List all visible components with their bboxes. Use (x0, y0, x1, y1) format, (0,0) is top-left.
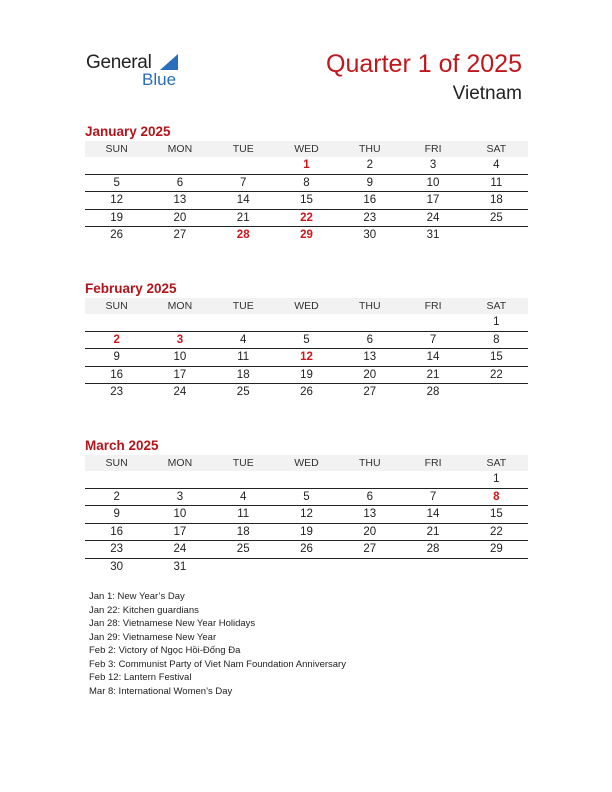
logo-word-blue: Blue (142, 70, 177, 89)
weekday-header: SAT (465, 141, 528, 157)
calendar-grid (85, 298, 528, 401)
page-title: Quarter 1 of 2025 (326, 50, 522, 78)
day-cell: 27 (338, 541, 401, 559)
weekday-header: TUE (212, 298, 275, 314)
weekday-header: WED (275, 455, 338, 471)
holiday-day-cell: 1 (303, 159, 310, 171)
day-cell: 1 (493, 316, 500, 328)
week-row (85, 192, 528, 210)
month-name: January 2025 (85, 124, 171, 139)
day-cell: 17 (148, 523, 211, 541)
day-cell: 13 (338, 506, 401, 524)
empty-day-cell (338, 314, 401, 331)
day-cell: 23 (85, 384, 148, 401)
day-cell: 26 (85, 227, 148, 244)
day-cell: 4 (212, 488, 275, 506)
empty-day-cell (275, 558, 338, 575)
holiday-note: Mar 8: International Women’s Day (89, 685, 233, 697)
day-cell: 18 (212, 523, 275, 541)
holiday-notes (89, 590, 346, 698)
empty-day-cell (275, 314, 338, 331)
week-row (85, 366, 528, 384)
day-cell: 5 (275, 331, 338, 349)
holiday-day-cell: 8 (465, 488, 528, 506)
day-cell: 31 (401, 227, 464, 244)
day-cell: 21 (401, 523, 464, 541)
empty-day-cell (465, 227, 528, 244)
day-cell: 3 (148, 488, 211, 506)
week-row (85, 331, 528, 349)
day-cell: 17 (148, 366, 211, 384)
holiday-day-cell: 29 (275, 227, 338, 244)
weekday-header: SUN (85, 455, 148, 471)
day-cell: 7 (401, 488, 464, 506)
day-cell: 22 (465, 523, 528, 541)
weekday-header: FRI (401, 455, 464, 471)
day-cell: 11 (212, 349, 275, 367)
week-row (85, 157, 528, 174)
day-cell: 14 (212, 192, 275, 210)
day-cell: 9 (338, 174, 401, 192)
weekday-header: THU (338, 298, 401, 314)
day-cell: 4 (212, 331, 275, 349)
day-cell: 9 (85, 349, 148, 367)
day-cell: 15 (465, 506, 528, 524)
day-cell: 13 (338, 349, 401, 367)
day-cell: 3 (429, 159, 437, 171)
day-cell: 9 (85, 506, 148, 524)
empty-day-cell (401, 314, 464, 331)
day-cell: 18 (465, 192, 528, 210)
day-cell: 15 (465, 349, 528, 367)
empty-day-cell (275, 471, 338, 488)
day-cell: 23 (338, 209, 401, 227)
day-cell: 24 (148, 384, 211, 401)
month-march (85, 436, 528, 575)
weekday-header: TUE (212, 455, 275, 471)
week-row (85, 349, 528, 367)
logo-word-general: General (86, 52, 152, 73)
month-name: March 2025 (85, 438, 159, 453)
day-cell: 11 (465, 174, 528, 192)
day-cell: 25 (212, 384, 275, 401)
day-cell: 10 (148, 506, 211, 524)
day-cell: 10 (148, 349, 211, 367)
day-cell: 10 (401, 174, 464, 192)
holiday-note: Feb 3: Communist Party of Viet Nam Foundation Anniversary (89, 658, 346, 670)
weekday-header: THU (338, 455, 401, 471)
day-cell: 20 (338, 366, 401, 384)
day-cell: 26 (275, 384, 338, 401)
day-cell: 4 (493, 159, 500, 171)
day-cell: 26 (275, 541, 338, 559)
day-cell: 28 (401, 541, 464, 559)
weekday-header: WED (275, 141, 338, 157)
day-cell: 8 (275, 174, 338, 192)
weekday-header: MON (148, 455, 211, 471)
holiday-note: Jan 22: Kitchen guardians (89, 604, 199, 616)
day-cell: 25 (465, 209, 528, 227)
day-cell: 16 (85, 366, 148, 384)
day-cell: 2 (366, 159, 373, 171)
day-cell: 16 (85, 523, 148, 541)
day-cell: 14 (401, 506, 464, 524)
day-cell: 6 (338, 331, 401, 349)
weekday-header: SUN (85, 141, 148, 157)
day-cell: 17 (401, 192, 464, 210)
weekday-header: MON (148, 141, 211, 157)
empty-day-cell (338, 558, 401, 575)
day-cell: 21 (401, 366, 464, 384)
weekday-header: MON (148, 298, 211, 314)
empty-day-cell (212, 471, 275, 488)
weekday-header: SUN (85, 298, 148, 314)
week-row (85, 227, 528, 244)
empty-day-cell (148, 471, 211, 488)
day-cell: 7 (401, 331, 464, 349)
day-cell: 6 (148, 174, 211, 192)
day-cell: 8 (465, 331, 528, 349)
empty-day-cell (85, 314, 148, 331)
day-cell: 28 (401, 384, 464, 401)
logo-triangle-icon (160, 54, 178, 70)
week-row (85, 384, 528, 401)
empty-day-cell (85, 471, 148, 488)
week-row (85, 314, 528, 331)
weekday-header: SAT (465, 298, 528, 314)
day-cell: 25 (212, 541, 275, 559)
holiday-day-cell: 12 (275, 349, 338, 367)
day-cell: 6 (338, 488, 401, 506)
holiday-note: Feb 12: Lantern Festival (89, 672, 192, 683)
week-row (85, 558, 528, 575)
day-cell: 13 (148, 192, 211, 210)
holiday-note: Jan 29: Vietnamese New Year (89, 631, 217, 643)
day-cell: 27 (148, 227, 211, 244)
day-cell: 7 (212, 174, 275, 192)
empty-day-cell (148, 314, 211, 331)
weekday-header: FRI (401, 298, 464, 314)
holiday-note: Jan 1: New Year’s Day (89, 591, 185, 602)
empty-day-cell (212, 314, 275, 331)
holiday-day-cell: 28 (212, 227, 275, 244)
calendar-grid (85, 455, 528, 575)
day-cell: 11 (212, 506, 275, 524)
day-cell: 31 (148, 558, 211, 575)
weekday-header: FRI (401, 141, 464, 157)
empty-day-cell (338, 471, 401, 488)
day-cell: 15 (275, 192, 338, 210)
empty-day-cell (465, 384, 528, 401)
day-cell: 12 (275, 506, 338, 524)
day-cell: 18 (212, 366, 275, 384)
day-cell: 16 (338, 192, 401, 210)
day-cell: 27 (338, 384, 401, 401)
holiday-day-cell: 3 (148, 331, 211, 349)
country-name: Vietnam (452, 83, 522, 104)
day-cell: 30 (338, 227, 401, 244)
holiday-note: Jan 28: Vietnamese New Year Holidays (89, 618, 256, 629)
weekday-header: SAT (465, 455, 528, 471)
day-cell: 29 (465, 541, 528, 559)
day-cell: 19 (275, 366, 338, 384)
week-row (85, 541, 528, 559)
day-cell: 20 (148, 209, 211, 227)
day-cell: 5 (85, 174, 148, 192)
day-cell: 22 (465, 366, 528, 384)
day-cell: 20 (338, 523, 401, 541)
day-cell: 2 (85, 488, 148, 506)
month-january (85, 122, 528, 244)
empty-day-cell (85, 157, 148, 174)
day-cell: 12 (85, 192, 148, 210)
empty-day-cell (401, 558, 464, 575)
day-cell: 5 (275, 488, 338, 506)
holiday-day-cell: 2 (85, 331, 148, 349)
month-february (85, 279, 528, 401)
day-cell: 24 (148, 541, 211, 559)
day-cell: 21 (212, 209, 275, 227)
calendar-grid (85, 141, 528, 244)
week-row (85, 209, 528, 227)
day-cell: 19 (275, 523, 338, 541)
day-cell: 23 (85, 541, 148, 559)
weekday-header: WED (275, 298, 338, 314)
weekday-header: THU (338, 141, 401, 157)
week-row (85, 174, 528, 192)
week-row (85, 506, 528, 524)
day-cell: 30 (85, 558, 148, 575)
day-cell: 24 (401, 209, 464, 227)
logo (86, 50, 186, 90)
month-name: February 2025 (85, 281, 177, 296)
week-row (85, 488, 528, 506)
day-cell: 19 (85, 209, 148, 227)
empty-day-cell (148, 157, 211, 174)
empty-day-cell (212, 558, 275, 575)
week-row (85, 523, 528, 541)
day-cell: 1 (493, 473, 500, 485)
holiday-day-cell: 22 (275, 209, 338, 227)
holiday-note: Feb 2: Victory of Ngọc Hồi-Đống Đa (89, 645, 241, 656)
week-row (85, 471, 528, 488)
empty-day-cell (401, 471, 464, 488)
empty-day-cell (212, 157, 275, 174)
day-cell: 14 (401, 349, 464, 367)
weekday-header: TUE (212, 141, 275, 157)
empty-day-cell (465, 558, 528, 575)
